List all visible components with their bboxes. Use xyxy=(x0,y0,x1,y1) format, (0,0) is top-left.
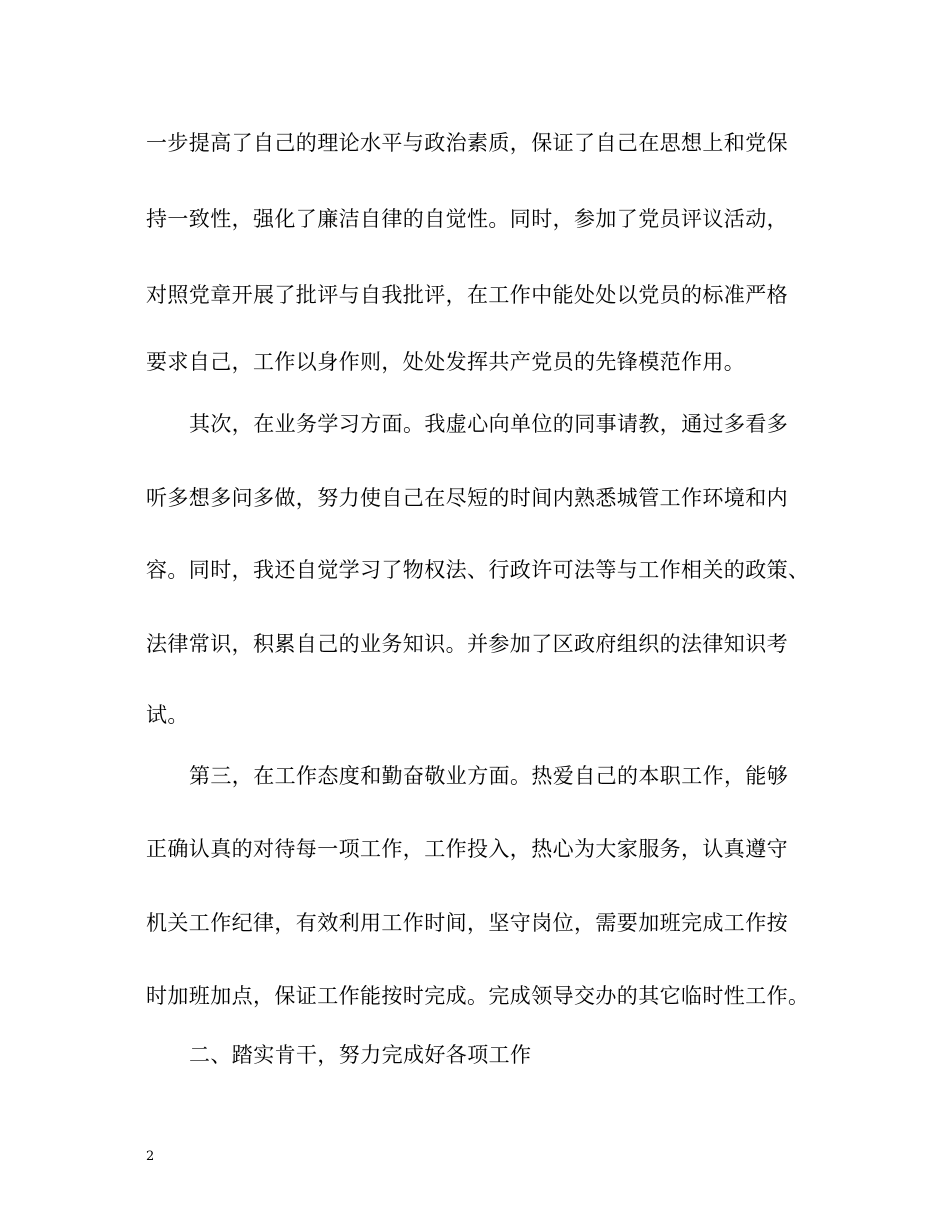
body-text-line: 法律常识，积累自己的业务知识。并参加了区政府组织的法律知识考 xyxy=(146,632,788,656)
paragraph-first-line: 第三，在工作态度和勤奋敬业方面。热爱自己的本职工作，能够 xyxy=(189,764,789,788)
body-text-line: 容。同时，我还自觉学习了物权法、行政许可法等与工作相关的政策、 xyxy=(146,558,810,582)
body-text-line: 对照党章开展了批评与自我批评，在工作中能处处以党员的标准严格 xyxy=(146,283,788,307)
page-number: 2 xyxy=(146,1149,155,1164)
section-heading: 二、踏实肯干，努力完成好各项工作 xyxy=(189,1043,532,1067)
paragraph-first-line: 其次，在业务学习方面。我虚心向单位的同事请教，通过多看多 xyxy=(189,412,789,436)
body-text-line: 机关工作纪律，有效利用工作时间，坚守岗位，需要加班完成工作按 xyxy=(146,911,788,935)
body-text-line: 正确认真的对待每一项工作，工作投入，热心为大家服务，认真遵守 xyxy=(146,837,788,861)
body-text-line: 持一致性，强化了廉洁自律的自觉性。同时，参加了党员评议活动， xyxy=(146,207,788,231)
body-text-line: 听多想多问多做，努力使自己在尽短的时间内熟悉城管工作环境和内 xyxy=(146,486,788,510)
body-text-line: 要求自己，工作以身作则，处处发挥共产党员的先锋模范作用。 xyxy=(146,350,746,374)
body-text-line: 一步提高了自己的理论水平与政治素质，保证了自己在思想上和党保 xyxy=(146,131,788,155)
body-text-line: 时加班加点，保证工作能按时完成。完成领导交办的其它临时性工作。 xyxy=(146,984,810,1008)
body-text-line: 试。 xyxy=(146,703,189,727)
